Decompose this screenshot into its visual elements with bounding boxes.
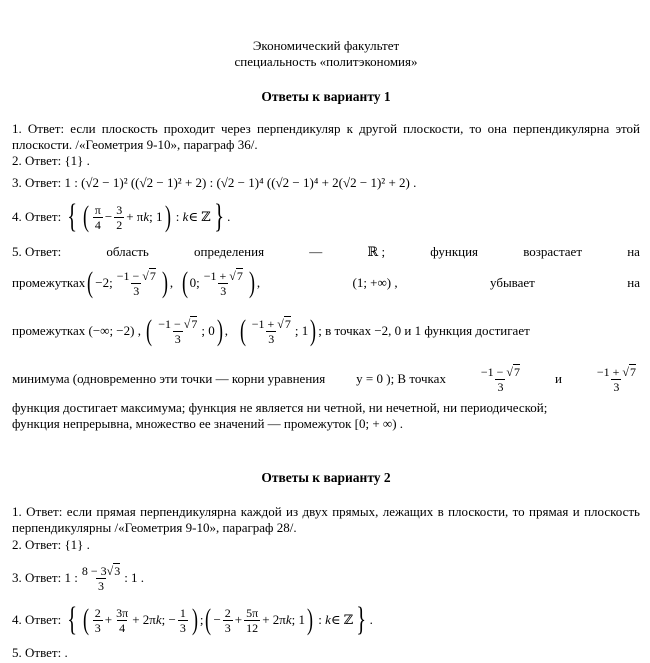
v1-answer-5-w2: определения: [193, 244, 265, 259]
v1-answer-5-w5: функция: [430, 244, 479, 259]
v1-answer-5-minimum-text: ; в точках −2, 0 и 1 функция достигает: [318, 323, 530, 338]
v1-answer-2: 2. Ответ: {1} .: [12, 153, 90, 168]
v1-answer-3-formula: 1 : (√2 − 1)² ((√2 − 1)² + 2) : (√2 − 1)⁴ ((√2 − 1)⁴ + 2(√2 − 1)² + 2) .: [64, 175, 417, 190]
v1-answer-3-label: 3. Ответ:: [12, 175, 62, 190]
v2-answer-1: 1. Ответ: если прямая перпендикулярна каждой из двух прямых, лежащих в плоскости, то прямая и плоскость перпендикулярны /«Геометрия 9-10», параграф 28/.: [12, 504, 640, 535]
v2-answer-4-formula: { ( $\frac{2}{3}$ + $\frac{3\pi}{4}$ + 2π k ; − $\frac{1}{3}$ ) ; ( − $\frac{2}{3}$ + $\frac{5\pi}{12}$ + 2π k ; 1 ) : k ∈ ℤ } .: [67, 601, 373, 638]
v1-answer-5-w3: —: [309, 244, 323, 259]
v2-answer-3-label: 3. Ответ:: [12, 570, 62, 585]
v1-answer-5-decrease-intervals: ( $\frac{-1 - √7}{3}$ ; 0 ) , ( $\frac{-1 + √7}{3}$ ; 1 ): [146, 314, 317, 347]
v2-answer-4: [12, 600, 640, 640]
v1-answer-3: [12, 175, 640, 191]
v1-answer-5-interval-3: (1; +∞) ,: [352, 275, 398, 290]
v2-answer-2: 2. Ответ: {1} .: [12, 537, 90, 552]
variant2-heading: Ответы к варианту 2: [261, 470, 391, 485]
variant1-heading: Ответы к варианту 1: [261, 89, 391, 104]
v1-answer-5-line6: функция непрерывна, множество ее значений — промежуток [0; + ∞) .: [12, 416, 404, 431]
v1-answer-5-w0: 5. Ответ:: [12, 244, 62, 259]
v1-answer-5-line2: [12, 263, 640, 303]
v1-answer-5-w7: на: [627, 244, 640, 259]
v1-answer-4: [12, 200, 640, 234]
specialty-title: специальность «политэкономия»: [234, 54, 418, 69]
v1-answer-5-decrease-interval-1: (−∞; −2) ,: [88, 323, 141, 338]
v1-answer-4-formula: { ( $\frac{\pi}{4}$ − $\frac{3}{2}$ + π k ; 1 ) : k ∈ ℤ } .: [67, 198, 231, 235]
v1-answer-5-equation: y = 0 ); В точках: [356, 371, 446, 386]
v1-answer-5-max-point-1: $\frac{-1 - √7}{3}$: [480, 364, 521, 394]
v2-answer-3-formula: 1 : $\frac{8 - 3√3}{3}$ : 1 .: [64, 563, 145, 593]
v1-answer-5-line1: [12, 244, 640, 260]
v1-answer-5-line4: [12, 360, 640, 398]
v1-answer-5-intervals-label-2: промежутках: [12, 323, 86, 338]
v1-answer-5-increase-intervals: ( −2; $\frac{-1 - √7}{3}$ ) , ( 0; $\frac{-1 + √7}{3}$ ) ,: [87, 266, 261, 299]
v1-answer-5-line5: функция достигает максимума; функция не является ни четной, ни нечетной, ни периодической;: [12, 400, 548, 415]
v1-answer-5-intervals-label: промежутках: [12, 275, 86, 290]
v1-answer-4-label: 4. Ответ:: [12, 209, 62, 224]
v1-answer-5-w1: область: [106, 244, 149, 259]
v2-answer-4-label: 4. Ответ:: [12, 612, 62, 627]
v1-answer-5-on-word: на: [627, 275, 640, 290]
v2-answer-3: [12, 560, 640, 596]
v1-answer-5-and-word: и: [554, 371, 562, 386]
v2-answer-5: 5. Ответ: .: [12, 645, 68, 660]
v1-answer-5-w6: возрастает: [523, 244, 583, 259]
v1-answer-1: 1. Ответ: если плоскость проходит через перпендикуляр к другой плоскости, то она перпендикулярна этой плоскости. /«Геометрия 9-10», параграф 36/.: [12, 121, 640, 152]
v1-answer-5-decrease-word: убывает: [490, 275, 535, 290]
faculty-title: Экономический факультет: [252, 38, 400, 53]
v1-answer-5-minimum-cont: минимума (одновременно эти точки — корни уравнения: [12, 371, 326, 386]
v1-answer-5-max-point-2: $\frac{-1 + √7}{3}$: [596, 364, 636, 394]
v1-answer-5-w4: ℝ ;: [367, 244, 386, 259]
v1-answer-5-line3: [12, 311, 640, 351]
